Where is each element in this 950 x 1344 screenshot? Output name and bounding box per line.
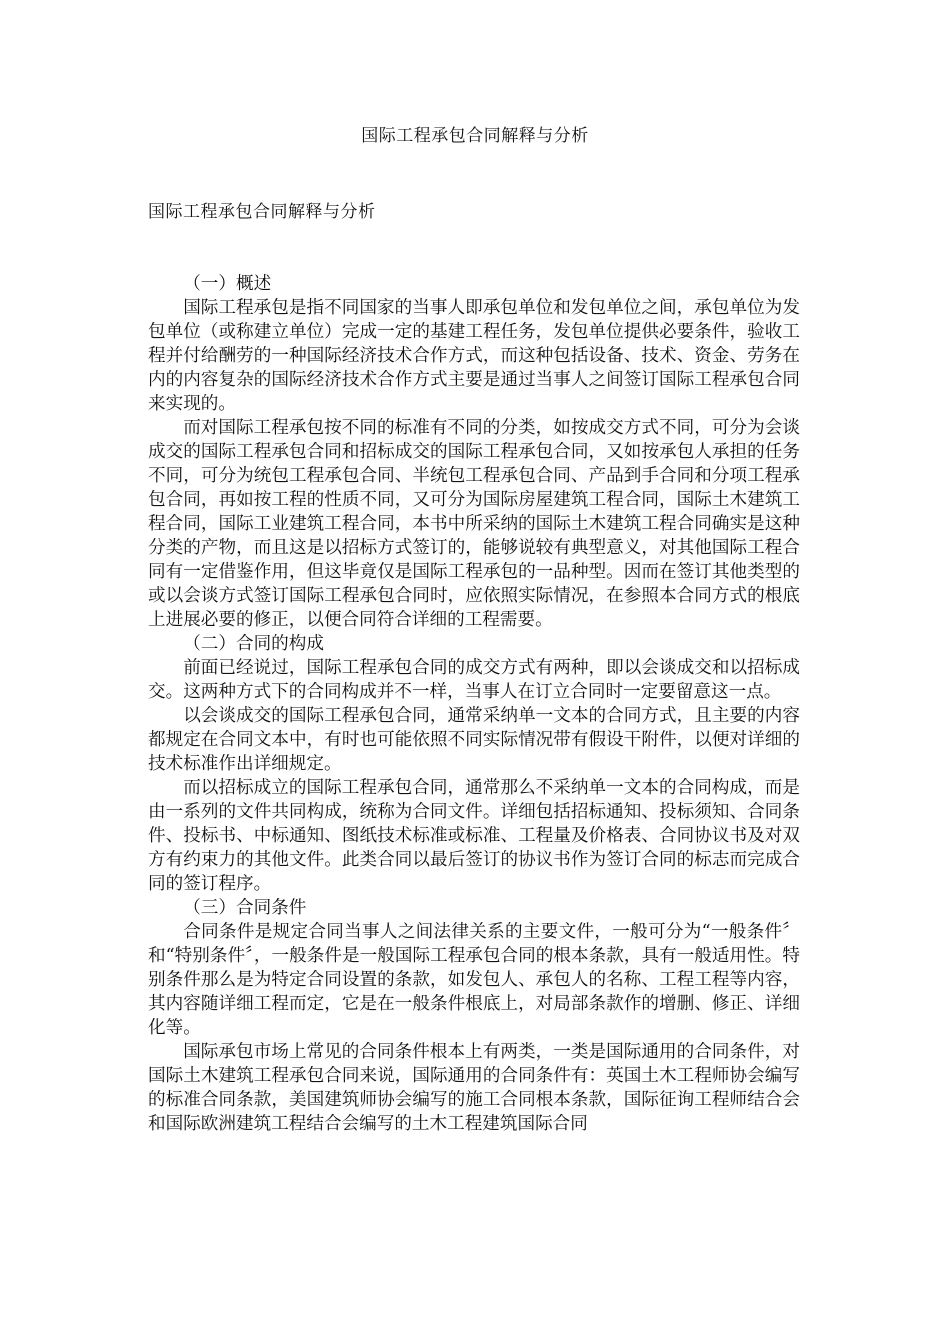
document-title: 国际工程承包合同解释与分析: [361, 126, 589, 146]
paragraph: 合同条件是规定合同当事人之间法律关系的主要文件，一般可分为“一般条件〞和“特别条件〞，一般条件是一般国际工程承包合同的根本条款，具有一般适用性。特别条件那么是为特定合同设置的条款，如发包人、承包人的名称、工程工程等内容，其内容随详细工程而定，它是在一般条件根底上，对局部条款作的增删、修正、详细化等。: [148, 922, 800, 1038]
section-heading-overview: （一）概述: [183, 274, 272, 294]
paragraph: 以会谈成交的国际工程承包合同，通常采纳单一文本的合同方式，且主要的内容都规定在合同文本中，有时也可能依照不同实际情况带有假设干附件，以便对详细的技术标准作出详细规定。: [148, 706, 800, 774]
paragraph: 国际工程承包是指不同国家的当事人即承包单位和发包单位之间，承包单位为发包单位（或称建立单位）完成一定的基建工程任务，发包单位提供必要条件，验收工程并付给酬劳的一种国际经济技术合作方式，而这种包括设备、技术、资金、劳务在内的内容复杂的国际经济技术合作方式主要是通过当事人之间签订国际工程承包合同来实现的。: [148, 298, 800, 414]
paragraph: 而对国际工程承包按不同的标准有不同的分类，如按成交方式不同，可分为会谈成交的国际工程承包合同和招标成交的国际工程承包合同，又如按承包人承担的任务不同，可分为统包工程承包合同、半统包工程承包合同、产品到手合同和分项工程承包合同，再如按工程的性质不同，又可分为国际房屋建筑工程合同，国际土木建筑工程合同，国际工业建筑工程合同，本书中所采纳的国际土木建筑工程合同确实是这种分类的产物，而且这是以招标方式签订的，能够说较有典型意义，对其他国际工程合同有一定借鉴作用，但这毕竟仅是国际工程承包的一品种型。因而在签订其他类型的或以会谈方式签订国际工程承包合同时，应依照实际情况，在参照本合同方式的根底上进展必要的修正，以便合同符合详细的工程需要。: [148, 418, 800, 630]
section-heading-contract-conditions: （三）合同条件: [183, 898, 307, 918]
document-body: [148, 272, 800, 1136]
paragraph: 前面已经说过，国际工程承包合同的成交方式有两种，即以会谈成交和以招标成交。这两种方式下的合同构成并不一样，当事人在订立合同时一定要留意这一点。: [148, 658, 800, 702]
paragraph: 国际承包市场上常见的合同条件根本上有两类，一类是国际通用的合同条件，对国际土木建筑工程承包合同来说，国际通用的合同条件有：英国土木工程师协会编写的标准合同条款，美国建筑师协会编写的施工合同根本条款，国际征询工程师结合会和国际欧洲建筑工程结合会编写的土木工程建筑国际合同: [148, 1042, 800, 1134]
section-heading-contract-composition: （二）合同的构成: [183, 634, 324, 654]
document-subtitle: 国际工程承包合同解释与分析: [148, 202, 376, 222]
paragraph: 而以招标成立的国际工程承包合同，通常那么不采纳单一文本的合同构成，而是由一系列的文件共同构成，统称为合同文件。详细包括招标通知、投标须知、合同条件、投标书、中标通知、图纸技术标准或标准、工程量及价格表、合同协议书及对双方有约束力的其他文件。此类合同以最后签订的协议书作为签订合同的标志而完成合同的签订程序。: [148, 778, 800, 894]
